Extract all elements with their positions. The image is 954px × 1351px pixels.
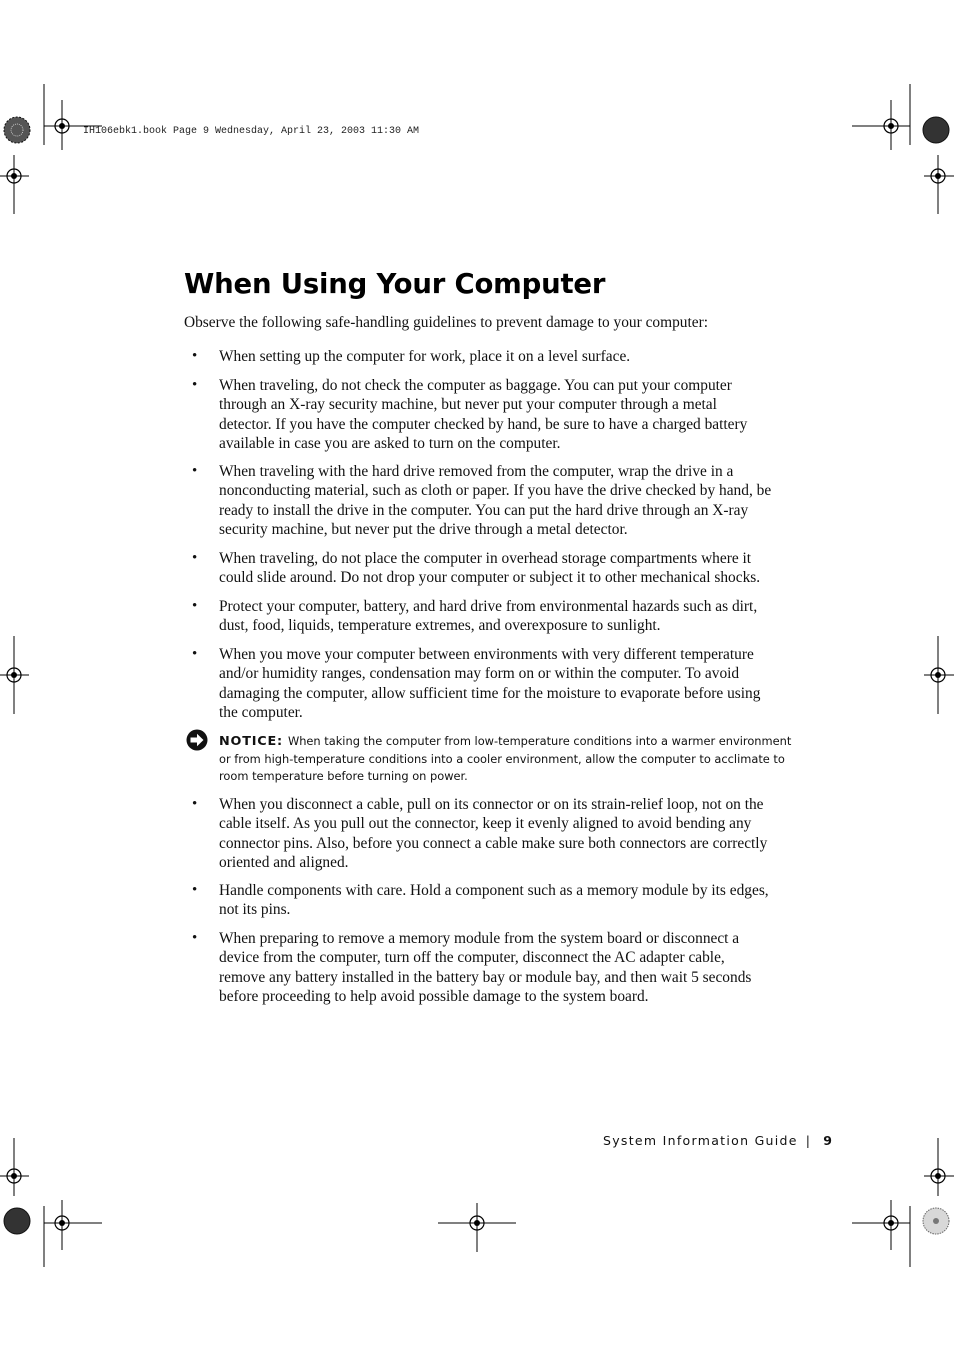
list-item [192, 376, 819, 454]
list-item [192, 549, 819, 588]
list-item-line: and/or humidity ranges, condensation may form on or within the computer. To avoid [219, 665, 740, 683]
list-item [192, 597, 819, 636]
page-title: When Using Your Computer [184, 268, 606, 300]
list-item-line: before proceeding to help avoid possible damage to the system board. [219, 988, 649, 1006]
footer-separator: | [805, 1133, 812, 1148]
notice-text-line: When taking the computer from low-temperature conditions into a warmer environment [287, 734, 792, 748]
list-item-line: When traveling with the hard drive removed from the computer, wrap the drive in a [219, 463, 734, 480]
notice-box [219, 733, 819, 786]
list-item [192, 929, 819, 1007]
list-item-line: ready to install the drive in the computer. You can put the hard drive through an X-ray [219, 501, 749, 519]
bullet-marker: • [192, 348, 198, 364]
list-item-line: When you move your computer between environments with very different temperature [219, 646, 754, 663]
list-item-line: not its pins. [219, 901, 291, 919]
notice-label: NOTICE: [219, 734, 283, 749]
list-item-line: When preparing to remove a memory module from the system board or disconnect a [219, 930, 740, 947]
page-number: 9 [823, 1133, 832, 1148]
list-item [192, 881, 819, 920]
list-item-line: could slide around. Do not drop your computer or subject it to other mechanical shocks. [219, 569, 761, 587]
list-item-line: through an X-ray security machine, but never put your computer through a metal [219, 396, 717, 414]
list-item [192, 347, 819, 366]
list-item-line: security machine, but never put the drive through a metal detector. [219, 521, 628, 539]
list-item-line: When you disconnect a cable, pull on its connector or on its strain-relief loop, not on the [219, 796, 764, 813]
list-item-line: detector. If you have the computer checked by hand, be sure to have a charged battery [219, 415, 748, 433]
bullet-marker: • [192, 646, 198, 662]
notice-arrow-icon [186, 729, 208, 751]
page-footer [603, 1133, 832, 1148]
list-item-line: nonconducting material, such as cloth or paper. If you have the drive checked by hand, be [219, 482, 772, 500]
list-item [192, 462, 819, 540]
list-item-line: connector pins. Also, before you connect a cable make sure both connectors are correctly [219, 834, 768, 852]
print-slug: IH106ebk1.book Page 9 Wednesday, April 23, 2003 11:30 AM [83, 126, 420, 137]
list-item-line: damaging the computer, allow sufficient time for the moisture to evaporate before using [219, 684, 761, 702]
list-item-line: cable itself. As you pull out the connector, keep it evenly aligned to avoid bending any [219, 815, 752, 833]
list-item-line: When setting up the computer for work, place it on a level surface. [219, 348, 631, 365]
list-item-line: Handle components with care. Hold a component such as a memory module by its edges, [219, 882, 769, 899]
list-item-line: When traveling, do not check the computer as baggage. You can put your computer [219, 377, 732, 394]
list-item [192, 795, 819, 873]
list-item-line: available in case you are asked to turn on the computer. [219, 435, 561, 453]
list-item-line: the computer. [219, 704, 303, 722]
list-item-line: device from the computer, turn off the computer, disconnect the AC adapter cable, [219, 949, 725, 967]
list-item-line: When traveling, do not place the computer in overhead storage compartments where it [219, 550, 752, 567]
bullet-marker: • [192, 930, 198, 946]
footer-guide-name: System Information Guide [602, 1133, 798, 1148]
list-item-line: remove any battery installed in the battery bay or module bay, and then wait 5 seconds [219, 968, 752, 986]
list-item-line: Protect your computer, battery, and hard drive from environmental hazards such as dirt, [219, 598, 758, 615]
list-item [192, 645, 819, 723]
list-item-line: oriented and aligned. [219, 854, 349, 872]
bullet-marker: • [192, 377, 198, 393]
notice-text-line: or from high-temperature conditions into a cooler environment, allow the computer to acclimate to [219, 751, 785, 766]
list-item-line: dust, food, liquids, temperature extremes, and overexposure to sunlight. [219, 617, 661, 635]
bullet-marker: • [192, 598, 198, 614]
bullet-marker: • [192, 463, 198, 479]
intro-paragraph: Observe the following safe-handling guidelines to prevent damage to your computer: [184, 314, 708, 331]
bullet-marker: • [192, 796, 198, 812]
bullet-marker: • [192, 882, 198, 898]
notice-text-line: room temperature before turning on power. [219, 769, 468, 784]
bullet-marker: • [192, 550, 198, 566]
